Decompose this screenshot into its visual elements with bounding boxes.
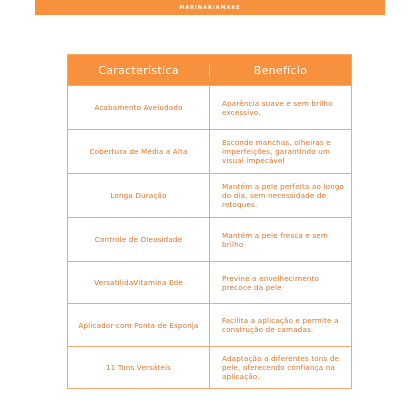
feature-cell: Acabamento Aveludado xyxy=(68,86,210,129)
benefit-cell: Adaptação a diferentes tons de pele, oferecendo confiança na aplicação. xyxy=(222,354,340,381)
benefit-cell: Mantém a pele perfeita ao longo do dia, sem necessidade de retoques. xyxy=(222,182,345,209)
benefit-cell: Mantém a pele fresca e sem brilho xyxy=(222,230,328,249)
header-feature: Característica xyxy=(68,64,210,77)
benefit-cell: Aparência suave e sem brilho excessivo. xyxy=(222,98,333,117)
features-table xyxy=(67,54,352,389)
feature-cell: 11 Tons Versáteis xyxy=(68,347,210,388)
feature-cell: Longa Duração xyxy=(68,174,210,217)
feature-cell: Controle de Oleosidade xyxy=(68,218,210,261)
brand-logo: MARINARIAMAKE xyxy=(179,4,241,11)
table-row xyxy=(68,346,351,388)
table-row xyxy=(68,85,351,129)
header-benefit: Benefício xyxy=(253,63,308,77)
feature-cell: Aplicador com Ponta de Esponja xyxy=(68,304,210,346)
table-header xyxy=(68,55,351,85)
benefit-cell: Esconde manchas, olheiras e imperfeições, garantindo um visual impecável xyxy=(222,138,331,165)
benefit-cell: Previne o envelhecimento precoce da pele xyxy=(222,273,319,292)
feature-cell: VersatilidaVitamina Ede xyxy=(68,262,210,303)
feature-cell: Cobertura de Média a Alta xyxy=(68,130,210,173)
table-row xyxy=(68,303,351,346)
table-row xyxy=(68,261,351,303)
brand-banner xyxy=(35,0,385,15)
table-row xyxy=(68,173,351,217)
table-row xyxy=(68,129,351,173)
benefit-cell: Facilita a aplicação e permite a construção de camadas. xyxy=(222,316,339,334)
table-row xyxy=(68,217,351,261)
